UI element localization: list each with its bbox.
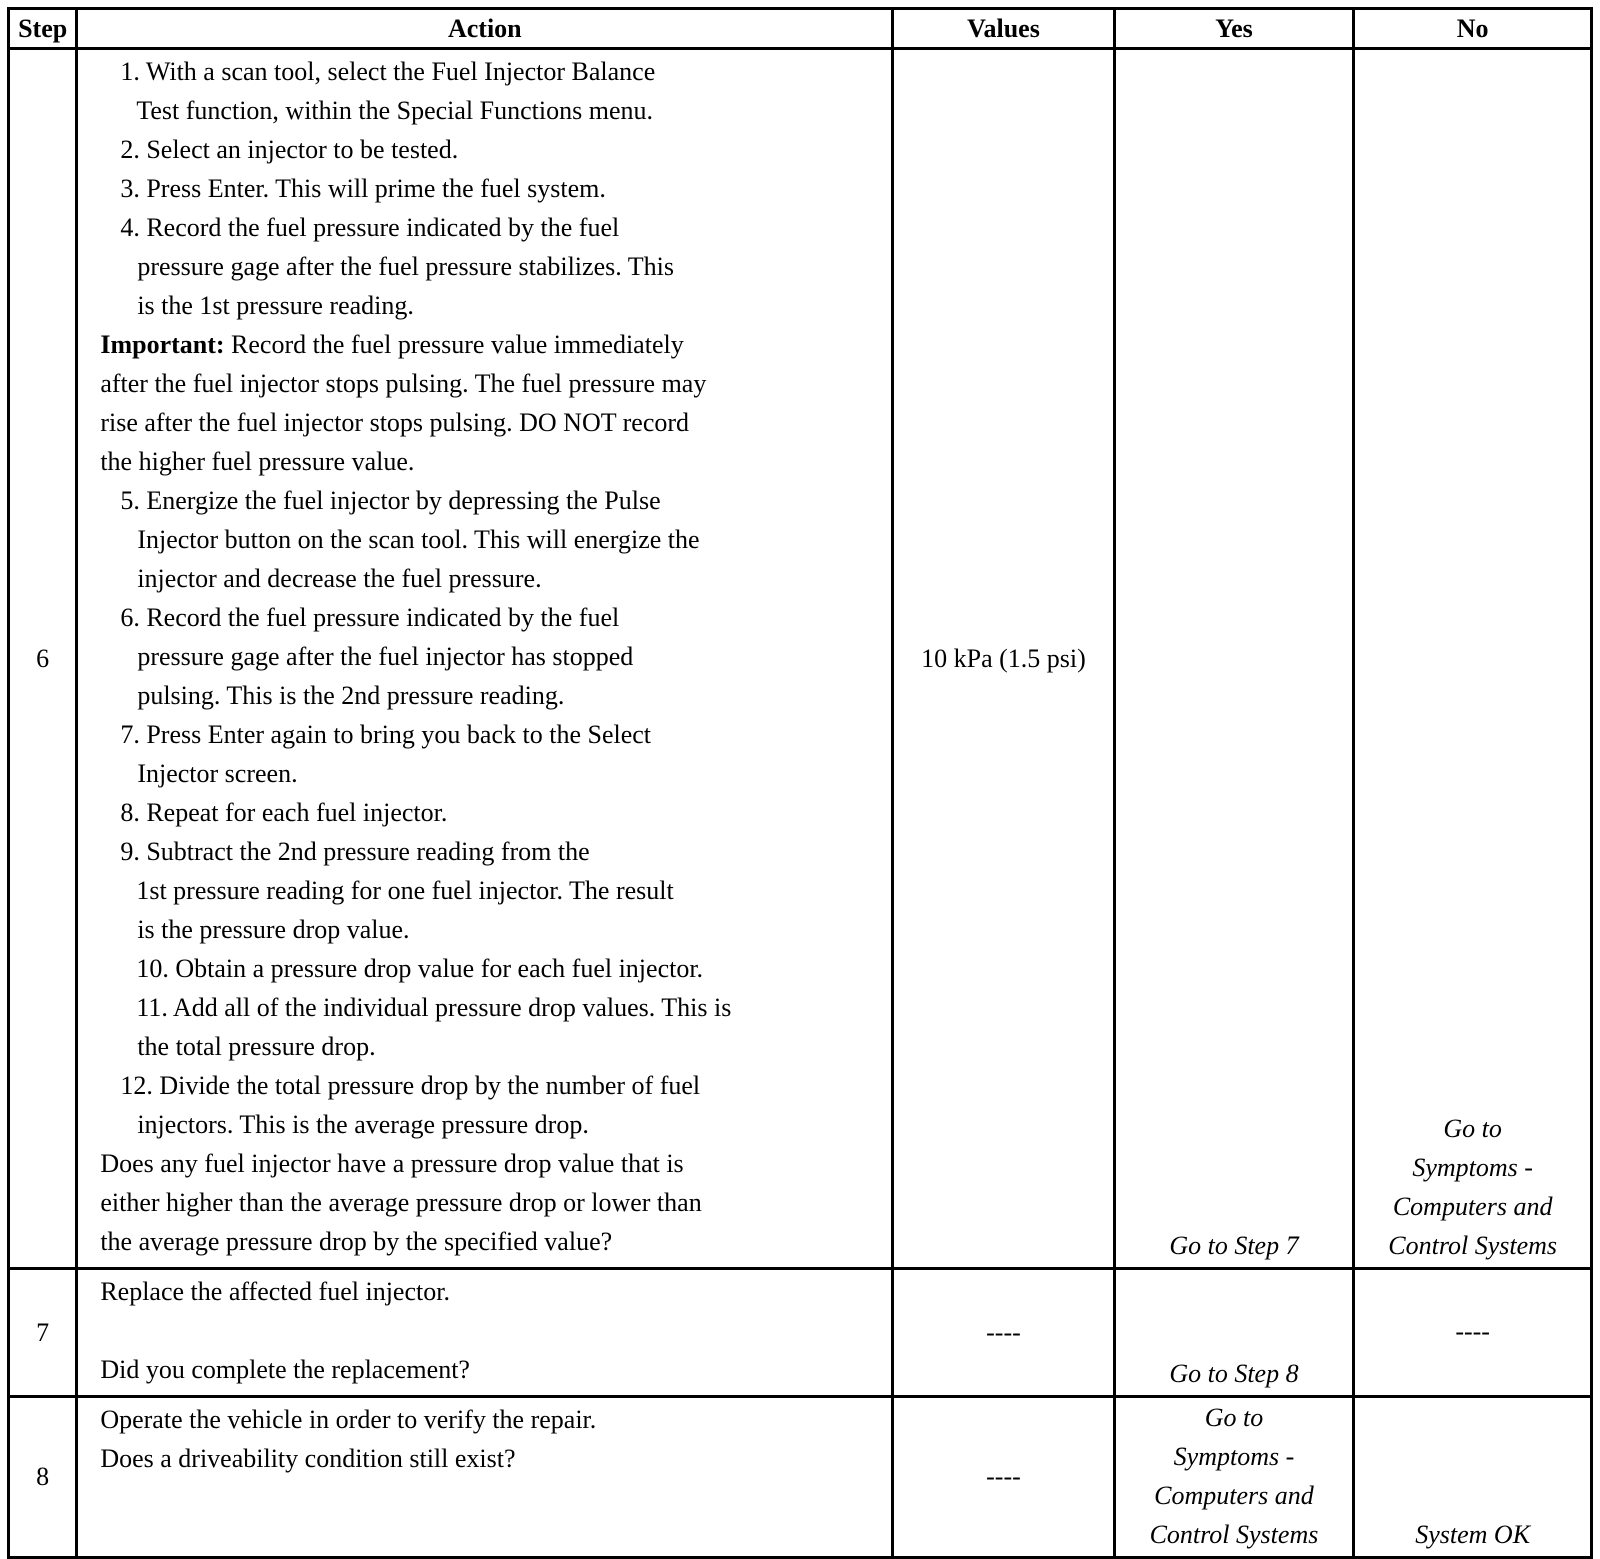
header-action: Action	[77, 9, 893, 49]
action-line: 10. Obtain a pressure drop value for each fuel injector.	[136, 954, 704, 983]
values-cell: ----	[893, 1397, 1114, 1558]
yes-link-line[interactable]: Go to	[1204, 1403, 1264, 1432]
header-row	[9, 9, 1592, 49]
action-line: is the 1st pressure reading.	[137, 291, 414, 320]
action-line: the higher fuel pressure value.	[100, 447, 415, 476]
table-row-step-6	[9, 49, 1592, 1269]
yes-cell	[1114, 1269, 1354, 1397]
action-line: Injector button on the scan tool. This will energize the	[137, 525, 700, 554]
header-no: No	[1354, 9, 1592, 49]
no-link-line[interactable]: Control Systems	[1388, 1231, 1558, 1260]
step-number: 8	[9, 1397, 77, 1558]
yes-link[interactable]: Go to Step 8	[1169, 1359, 1299, 1388]
no-cell	[1354, 49, 1592, 1269]
action-line: Record the fuel pressure value immediately	[231, 330, 684, 359]
table-row-step-7	[9, 1269, 1592, 1397]
action-line: 2. Select an injector to be tested.	[120, 135, 459, 164]
action-line: 6. Record the fuel pressure indicated by the fuel	[120, 603, 620, 632]
important-note-line	[100, 325, 881, 364]
action-line: 8. Repeat for each fuel injector.	[120, 798, 448, 827]
no-link-line[interactable]: Symptoms -	[1412, 1153, 1533, 1182]
action-line: Injector screen.	[137, 759, 298, 788]
no-result: System OK	[1415, 1520, 1531, 1549]
action-line: Replace the affected fuel injector.	[100, 1277, 450, 1306]
no-link-line[interactable]: Go to	[1443, 1114, 1502, 1143]
action-line: 1st pressure reading for one fuel injector. The result	[136, 876, 674, 905]
action-question: Does any fuel injector have a pressure drop value that is	[100, 1149, 684, 1178]
action-line: after the fuel injector stops pulsing. The fuel pressure may	[100, 369, 707, 398]
action-line: Operate the vehicle in order to verify the repair.	[100, 1405, 597, 1434]
no-cell	[1354, 1397, 1592, 1558]
action-line: 9. Subtract the 2nd pressure reading from the	[120, 837, 590, 866]
action-line: injector and decrease the fuel pressure.	[137, 564, 542, 593]
action-line: pressure gage after the fuel injector has stopped	[137, 642, 634, 671]
yes-cell	[1114, 49, 1354, 1269]
step-number: 7	[9, 1269, 77, 1397]
yes-cell	[1114, 1397, 1354, 1558]
action-cell	[77, 1397, 893, 1558]
action-line: rise after the fuel injector stops pulsing. DO NOT record	[100, 408, 690, 437]
yes-link-line[interactable]: Computers and	[1154, 1481, 1314, 1510]
no-cell: ----	[1354, 1269, 1592, 1397]
table-row-step-8	[9, 1397, 1592, 1558]
action-question: Did you complete the replacement?	[100, 1355, 470, 1384]
action-line: 5. Energize the fuel injector by depressing the Pulse	[120, 486, 661, 515]
action-line: injectors. This is the average pressure drop.	[137, 1110, 589, 1139]
action-line: Test function, within the Special Functions menu.	[136, 96, 653, 125]
action-line: 3. Press Enter. This will prime the fuel system.	[120, 174, 606, 203]
action-line: pressure gage after the fuel pressure stabilizes. This	[137, 252, 674, 281]
values-cell: ----	[893, 1269, 1114, 1397]
action-line: is the pressure drop value.	[137, 915, 410, 944]
action-question: either higher than the average pressure drop or lower than	[100, 1188, 702, 1217]
action-line: the total pressure drop.	[137, 1032, 376, 1061]
header-step: Step	[9, 9, 77, 49]
action-line: 11. Add all of the individual pressure drop values. This is	[136, 993, 732, 1022]
action-line: pulsing. This is the 2nd pressure reading.	[137, 681, 565, 710]
diagnostic-table	[7, 7, 1593, 1559]
yes-link[interactable]: Go to Step 7	[1169, 1231, 1299, 1260]
action-line: 7. Press Enter again to bring you back to the Select	[120, 720, 652, 749]
action-cell	[77, 49, 893, 1269]
action-line: 1. With a scan tool, select the Fuel Injector Balance	[120, 57, 656, 86]
action-line: 4. Record the fuel pressure indicated by the fuel	[120, 213, 620, 242]
action-cell	[77, 1269, 893, 1397]
yes-link-line[interactable]: Symptoms -	[1173, 1442, 1295, 1471]
spacer	[100, 1311, 881, 1350]
values-cell: 10 kPa (1.5 psi)	[893, 49, 1114, 1269]
header-values: Values	[893, 9, 1114, 49]
action-question: Does a driveability condition still exist?	[100, 1444, 516, 1473]
yes-link-line[interactable]: Control Systems	[1149, 1520, 1319, 1549]
header-yes: Yes	[1114, 9, 1354, 49]
action-line: 12. Divide the total pressure drop by the number of fuel	[120, 1071, 701, 1100]
no-link-line[interactable]: Computers and	[1392, 1192, 1553, 1221]
important-label: Important:	[100, 330, 225, 359]
step-number: 6	[9, 49, 77, 1269]
action-question: the average pressure drop by the specified value?	[100, 1227, 613, 1256]
